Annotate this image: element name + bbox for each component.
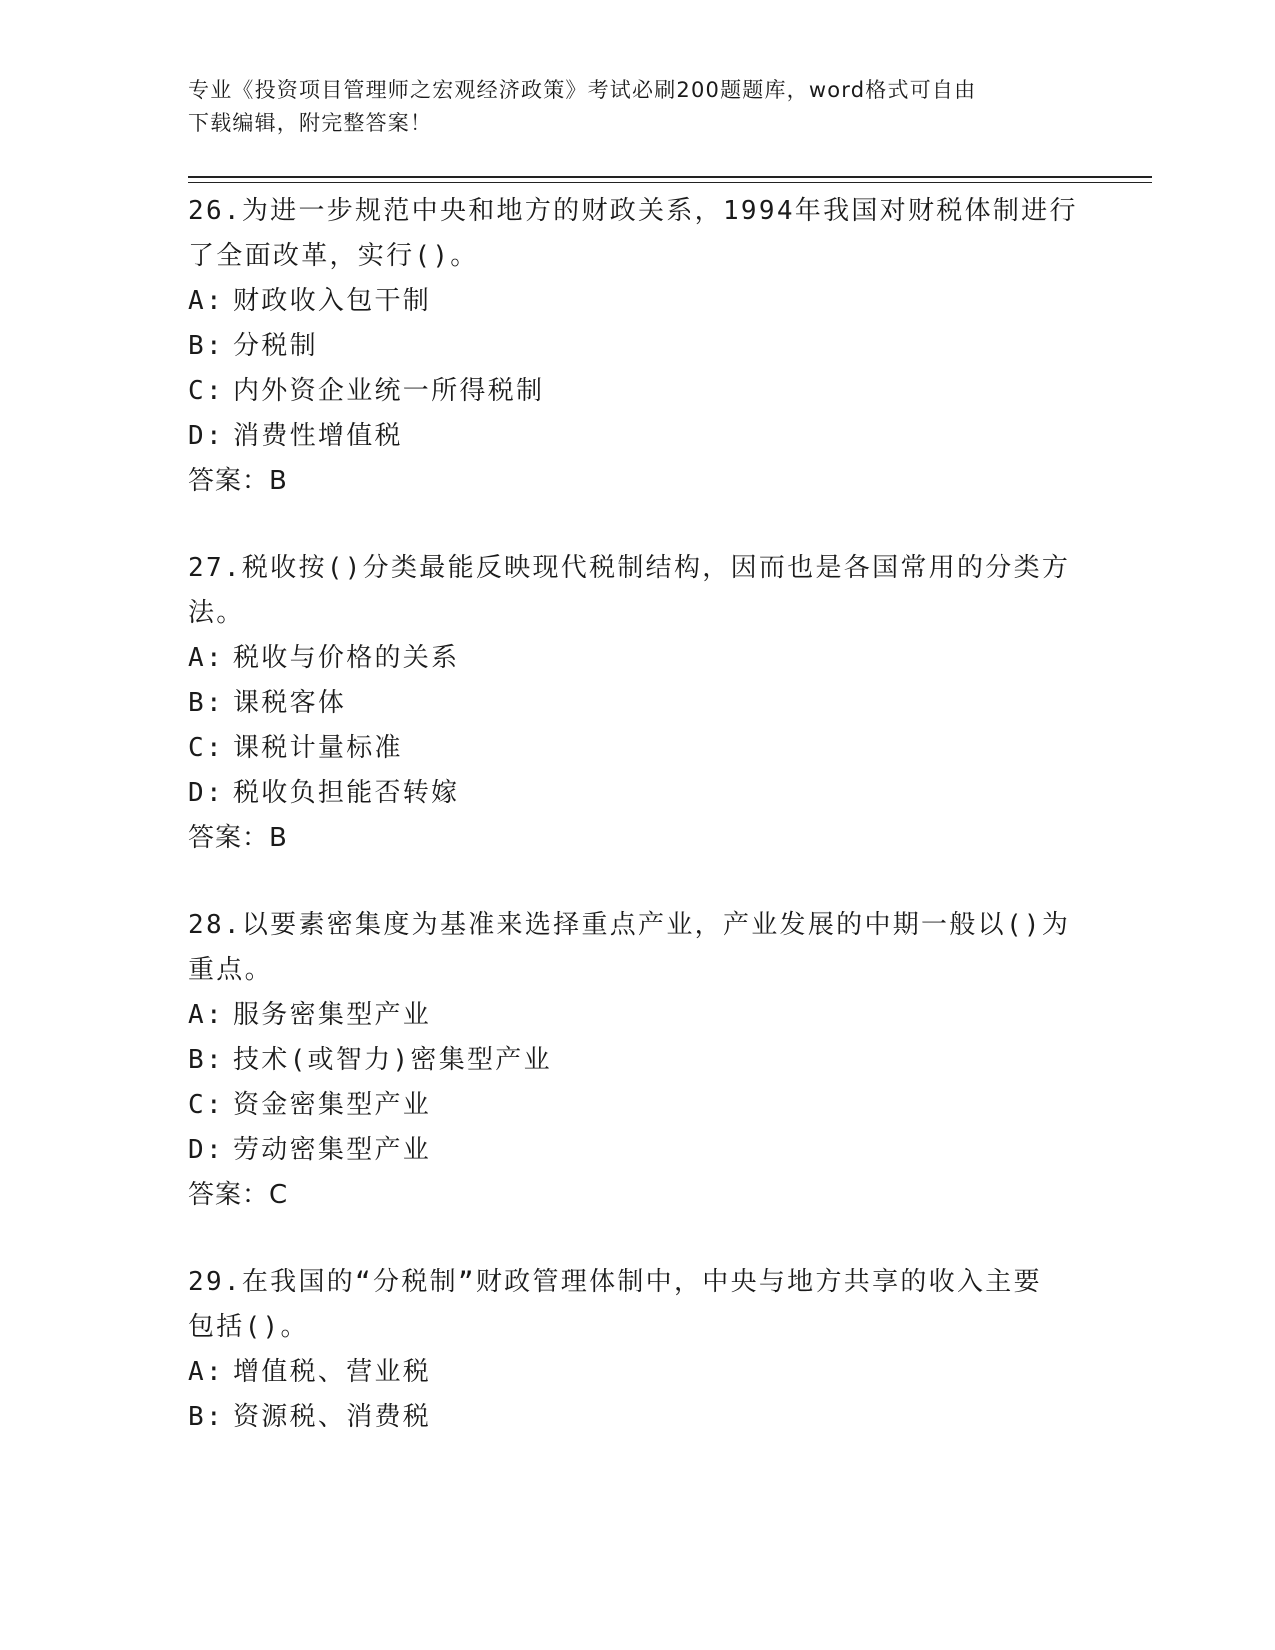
question-26 xyxy=(188,189,1108,504)
option-b xyxy=(188,681,1108,726)
option-b xyxy=(188,1395,1108,1440)
question-stem: 重点。 xyxy=(188,955,273,985)
option-text: 服务密集型产业 xyxy=(233,1000,432,1030)
question-27 xyxy=(188,546,1108,861)
option-text: 劳动密集型产业 xyxy=(233,1135,432,1165)
question-stem: 26.为进一步规范中央和地方的财政关系，1994年我国对财税体制进行 xyxy=(188,196,1078,226)
question-stem: 27.税收按()分类最能反映现代税制结构，因而也是各国常用的分类方 xyxy=(188,553,1071,583)
header-divider-thick xyxy=(188,176,1152,178)
option-text: 增值税、营业税 xyxy=(233,1357,432,1387)
option-a xyxy=(188,279,1108,324)
header-divider-thin xyxy=(188,182,1152,183)
option-a xyxy=(188,1350,1108,1395)
option-text: 税收负担能否转嫁 xyxy=(233,778,460,808)
option-d xyxy=(188,1128,1108,1173)
question-stem: 法。 xyxy=(188,598,245,628)
option-letter: D: xyxy=(188,778,224,808)
option-text: 内外资企业统一所得税制 xyxy=(233,376,545,406)
header-line-2: 下载编辑，附完整答案！ xyxy=(188,111,433,135)
question-stem: 包括()。 xyxy=(188,1312,309,1342)
option-d xyxy=(188,771,1108,816)
option-letter: C: xyxy=(188,376,224,406)
option-c xyxy=(188,726,1108,771)
question-list xyxy=(188,189,1108,1482)
option-letter: C: xyxy=(188,1090,224,1120)
option-text: 分税制 xyxy=(233,331,318,361)
option-letter: A: xyxy=(188,1357,224,1387)
option-letter: B: xyxy=(188,331,224,361)
option-letter: A: xyxy=(188,643,224,673)
option-b xyxy=(188,1038,1108,1083)
option-c xyxy=(188,1083,1108,1128)
option-text: 税收与价格的关系 xyxy=(233,643,460,673)
question-29 xyxy=(188,1260,1108,1440)
option-b xyxy=(188,324,1108,369)
question-stem: 29.在我国的“分税制”财政管理体制中，中央与地方共享的收入主要 xyxy=(188,1267,1042,1297)
option-letter: D: xyxy=(188,421,224,451)
question-28 xyxy=(188,903,1108,1218)
option-letter: A: xyxy=(188,1000,224,1030)
option-text: 技术(或智力)密集型产业 xyxy=(233,1045,552,1075)
option-letter: D: xyxy=(188,1135,224,1165)
answer-line: 答案：C xyxy=(188,1180,289,1210)
answer-line: 答案：B xyxy=(188,823,288,853)
question-stem: 28.以要素密集度为基准来选择重点产业，产业发展的中期一般以()为 xyxy=(188,910,1071,940)
option-letter: B: xyxy=(188,1402,224,1432)
option-text: 资源税、消费税 xyxy=(233,1402,432,1432)
option-letter: B: xyxy=(188,1045,224,1075)
option-letter: B: xyxy=(188,688,224,718)
option-text: 资金密集型产业 xyxy=(233,1090,432,1120)
question-stem: 了全面改革，实行()。 xyxy=(188,241,479,271)
option-text: 消费性增值税 xyxy=(233,421,403,451)
answer-line: 答案：B xyxy=(188,466,288,496)
option-letter: A: xyxy=(188,286,224,316)
header-line-1: 专业《投资项目管理师之宏观经济政策》考试必刷200题题库，word格式可自由 xyxy=(188,78,977,102)
option-letter: C: xyxy=(188,733,224,763)
option-a xyxy=(188,636,1108,681)
option-c xyxy=(188,369,1108,414)
option-text: 财政收入包干制 xyxy=(233,286,432,316)
option-text: 课税客体 xyxy=(233,688,347,718)
document-header xyxy=(188,74,1088,140)
option-a xyxy=(188,993,1108,1038)
option-text: 课税计量标准 xyxy=(233,733,403,763)
option-d xyxy=(188,414,1108,459)
